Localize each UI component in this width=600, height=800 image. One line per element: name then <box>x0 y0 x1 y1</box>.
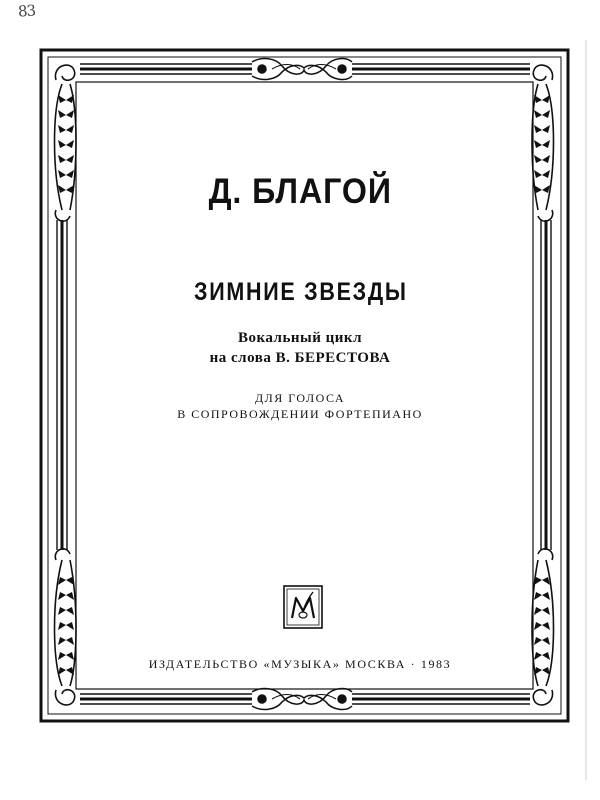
subtitle-line-1: Вокальный цикл <box>238 330 362 346</box>
composer-name: Д. БЛАГОЙ <box>208 172 392 211</box>
handwritten-page-number: 83 <box>17 1 36 21</box>
muzyka-publisher-logo <box>283 585 323 629</box>
subtitle-line-2: на слова В. БЕРЕСТОВА <box>209 350 391 366</box>
scoring-line-1: ДЛЯ ГОЛОСА <box>254 391 346 405</box>
publisher-imprint: ИЗДАТЕЛЬСТВО «МУЗЫКА» МОСКВА · 1983 <box>148 657 452 671</box>
scoring-line-2: В СОПРОВОЖДЕНИИ ФОРТЕПИАНО <box>177 407 423 421</box>
work-title: ЗИМНИЕ ЗВЕЗДЫ <box>194 278 408 306</box>
